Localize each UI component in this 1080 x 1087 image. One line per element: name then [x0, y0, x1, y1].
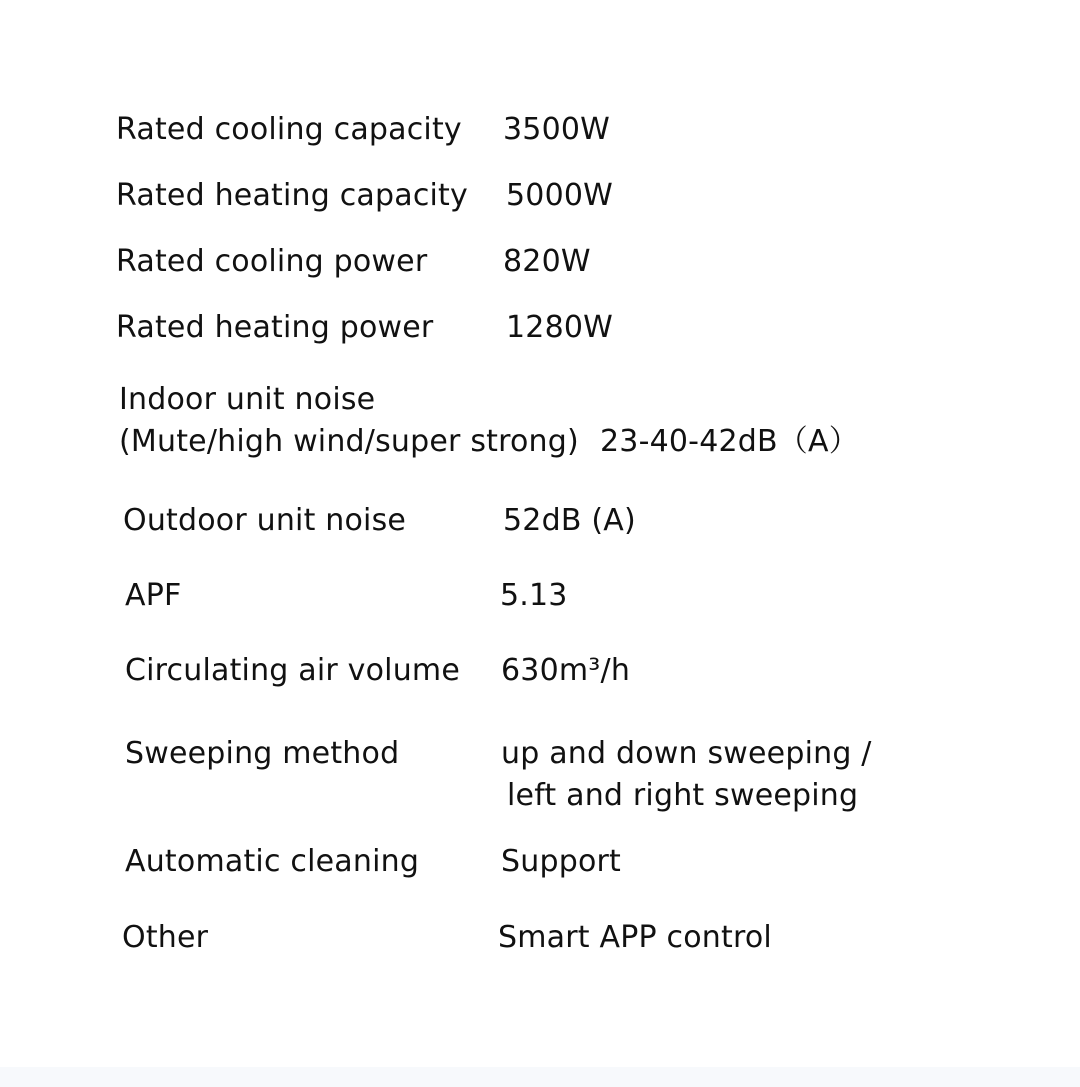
spec-value-apf: 5.13 [500, 578, 568, 613]
spec-value-sweeping-method-line1: up and down sweeping / [501, 736, 872, 771]
spec-label-sweeping-method: Sweeping method [125, 736, 400, 771]
spec-value-other: Smart APP control [498, 920, 772, 955]
spec-value-automatic-cleaning: Support [501, 844, 621, 879]
spec-label-other: Other [122, 920, 209, 955]
spec-value-circulating-air-volume: 630m³/h [501, 653, 631, 688]
spec-label-rated-cooling-capacity: Rated cooling capacity [116, 112, 462, 147]
spec-value-sweeping-method-line2: left and right sweeping [507, 778, 859, 813]
spec-value-rated-cooling-capacity: 3500W [503, 112, 611, 147]
spec-value-rated-heating-power: 1280W [506, 310, 614, 345]
spec-label-outdoor-unit-noise: Outdoor unit noise [123, 503, 407, 538]
spec-label-indoor-unit-noise: Indoor unit noise [119, 382, 376, 417]
spec-label-rated-heating-power: Rated heating power [116, 310, 434, 345]
bottom-strip [0, 1067, 1080, 1087]
spec-label-apf: APF [125, 578, 182, 613]
spec-value-outdoor-unit-noise: 52dB (A) [503, 503, 636, 538]
spec-label-circulating-air-volume: Circulating air volume [125, 653, 461, 688]
spec-value-rated-heating-capacity: 5000W [506, 178, 614, 213]
spec-label-automatic-cleaning: Automatic cleaning [125, 844, 420, 879]
spec-label-rated-cooling-power: Rated cooling power [116, 244, 428, 279]
spec-value-indoor-unit-noise: 23-40-42dB（A） [600, 424, 859, 459]
spec-value-rated-cooling-power: 820W [503, 244, 591, 279]
spec-label-rated-heating-capacity: Rated heating capacity [116, 178, 468, 213]
spec-label-indoor-unit-noise-modes: (Mute/high wind/super strong) [119, 424, 579, 459]
